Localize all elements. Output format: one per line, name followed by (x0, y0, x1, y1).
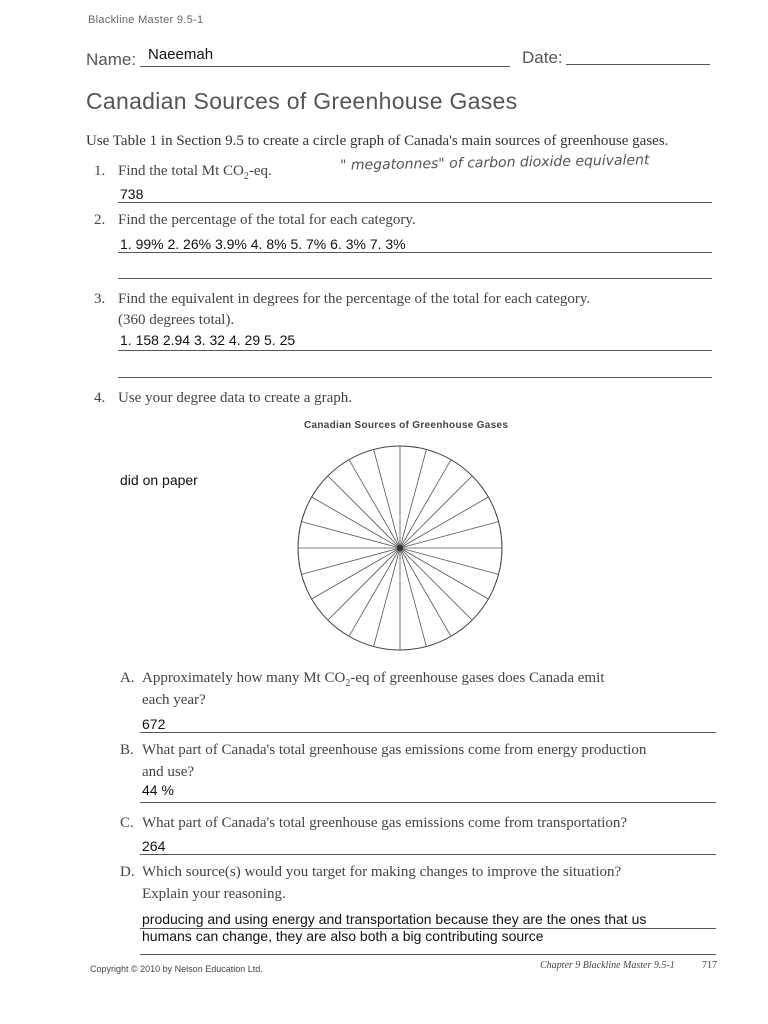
qD-text: Which source(s) would you target for making changes to improve the situation? (142, 864, 622, 880)
page-title: Canadian Sources of Greenhouse Gases (86, 88, 518, 114)
qA-answer-line (140, 732, 716, 733)
q2-number: 2. (94, 212, 106, 228)
circle-spoke (400, 548, 451, 636)
q2-answer-line-2 (118, 278, 712, 279)
circle-spoke (374, 449, 400, 548)
q2-answer[interactable]: 1. 99% 2. 26% 3.9% 4. 8% 5. 7% 6. 3% 7. 3% (120, 236, 406, 252)
qC-answer[interactable]: 264 (142, 838, 166, 854)
qC-letter: C. (120, 815, 134, 831)
circle-graph (296, 444, 506, 654)
circle-spoke (400, 449, 426, 548)
intro-text: Use Table 1 in Section 9.5 to create a circle graph of Canada's main sources of greenhouse gases. (86, 133, 669, 149)
qD-answer-line-2 (140, 954, 716, 955)
circle-spoke (400, 476, 472, 548)
qD-answer-2[interactable]: humans can change, they are also both a big contributing source (142, 928, 544, 944)
name-value[interactable]: Naeemah (148, 46, 214, 63)
graph-title: Canadian Sources of Greenhouse Gases (304, 420, 509, 431)
q3-answer-line-1 (118, 350, 712, 351)
q3-answer-line-2 (118, 377, 712, 378)
q1-answer[interactable]: 738 (120, 186, 144, 202)
qB-text-2: and use? (142, 764, 195, 780)
circle-spoke (301, 522, 400, 548)
q1-text: Find the total Mt $CO_2-eq$. (118, 163, 272, 182)
qB-text: What part of Canada's total greenhouse gas emissions come from energy production (142, 742, 647, 758)
circle-spoke (400, 522, 499, 548)
q4-number: 4. (94, 390, 106, 406)
qA-answer[interactable]: 672 (142, 716, 166, 732)
q4-text: Use your degree data to create a graph. (118, 390, 353, 406)
circle-spoke (400, 548, 499, 574)
q2-text: Find the percentage of the total for each category. (118, 212, 416, 228)
circle-spoke (312, 548, 400, 599)
q3-text: Find the equivalent in degrees for the percentage of the total for each category. (118, 291, 591, 307)
footer-chapter: Chapter 9 Blackline Master 9.5-1 (540, 960, 675, 971)
circle-spoke (400, 548, 426, 647)
circle-spoke (400, 548, 488, 599)
circle-spoke (349, 548, 400, 636)
date-line[interactable] (566, 64, 710, 65)
q4-note: did on paper (120, 472, 198, 488)
qC-answer-line (140, 854, 716, 855)
circle-spoke (400, 460, 451, 548)
circle-spoke (328, 476, 400, 548)
circle-spoke (328, 548, 400, 620)
footer-copyright: Copyright © 2010 by Nelson Education Ltd. (90, 964, 263, 974)
q3-number: 3. (94, 291, 106, 307)
q1-handwritten-note: " megatonnes" of carbon dioxide equivalent (339, 152, 650, 174)
circle-spoke (349, 460, 400, 548)
circle-spoke (400, 497, 488, 548)
circle-spoke (301, 548, 400, 574)
name-line (140, 66, 510, 67)
date-label: Date: (522, 48, 563, 67)
qB-letter: B. (120, 742, 134, 758)
circle-spoke (312, 497, 400, 548)
circle-center (397, 545, 403, 551)
q3-text-2: (360 degrees total). (118, 312, 235, 328)
name-label: Name: (86, 50, 137, 69)
blackline-master-tag: Blackline Master 9.5-1 (88, 14, 204, 26)
qB-answer[interactable]: 44 % (142, 782, 174, 798)
q1-number: 1. (94, 163, 106, 179)
qD-text-2: Explain your reasoning. (142, 886, 286, 902)
qD-answer-1[interactable]: producing and using energy and transportation because they are the ones that us (142, 911, 647, 927)
circle-spoke (374, 548, 400, 647)
qA-text: Approximately how many Mt $CO_2-eq$ of greenhouse gases does Canada emit (142, 670, 605, 689)
q3-answer[interactable]: 1. 158 2.94 3. 32 4. 29 5. 25 (120, 332, 296, 348)
qD-letter: D. (120, 864, 135, 880)
q2-answer-line-1 (118, 252, 712, 253)
q1-answer-line (118, 202, 712, 203)
qA-text-2: each year? (142, 692, 206, 708)
qA-letter: A. (120, 670, 135, 686)
circle-spoke (400, 548, 472, 620)
footer-page-number: 717 (702, 960, 717, 971)
qB-answer-line (140, 802, 716, 803)
qC-text: What part of Canada's total greenhouse gas emissions come from transportation? (142, 815, 628, 831)
